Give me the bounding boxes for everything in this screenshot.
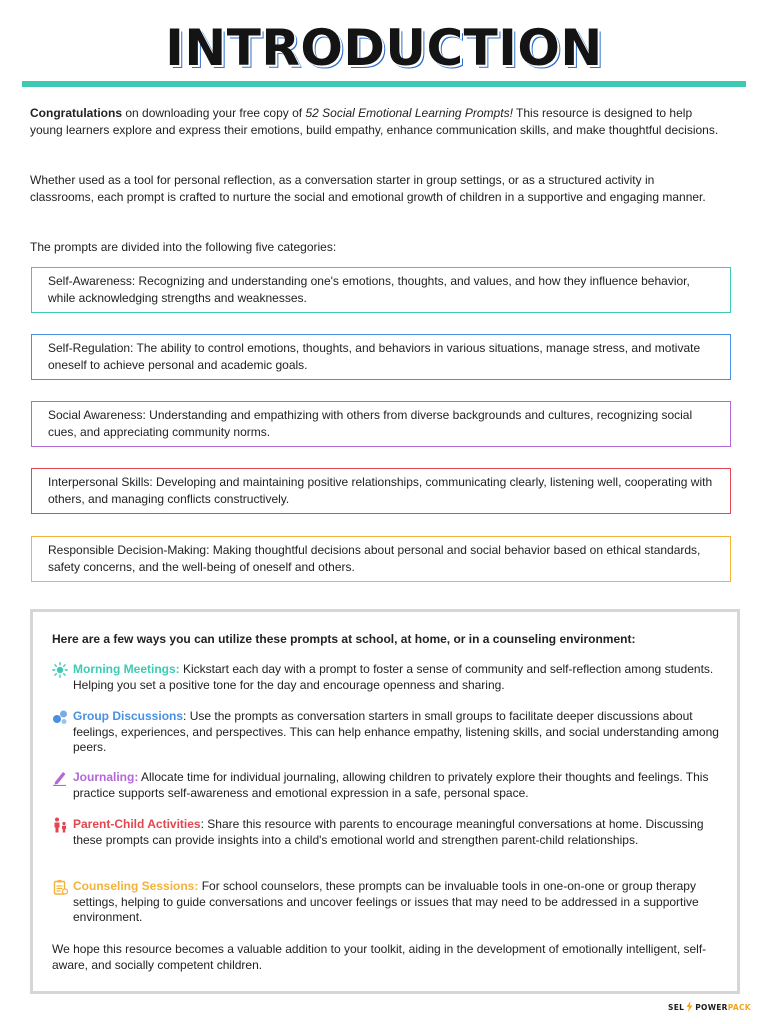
people-icon (52, 709, 68, 725)
brand-logo (668, 1000, 751, 1014)
category-self-regulation: Self-Regulation: The ability to control emotions, thoughts, and behaviors in various situations, manage stress, and motivate oneself to achieve personal and academic goals. (31, 334, 731, 380)
parent-child-icon (52, 817, 68, 833)
intro-paragraph-1: Congratulations on downloading your free copy of 52 Social Emotional Learning Prompts! This resource is designed to help young learners explore and express their emotions, build empathy, enhance communication skills, and make thoughtful decisions. (30, 106, 719, 137)
way-parent-child-activities: Parent-Child Activities: Share this resource with parents to encourage meaningful conversations at home. Discussing these prompts can provide insights into a child's emotional world and strengthen parent-child relationships. (73, 817, 704, 847)
category-self-awareness: Self-Awareness: Recognizing and understanding one's emotions, thoughts, and values, and how they influence behavior, while acknowledging strengths and weaknesses. (31, 267, 731, 313)
closing-paragraph: We hope this resource becomes a valuable addition to your toolkit, aiding in the development of emotionally intelligent, self-aware, and socially competent children. (52, 942, 707, 972)
ways-heading: Here are a few ways you can utilize these prompts at school, at home, or in a counseling environment: (52, 632, 636, 646)
bolt-icon (686, 1001, 693, 1014)
category-interpersonal-skills: Interpersonal Skills: Developing and maintaining positive relationships, communicating clearly, listening well, cooperating with others, and managing conflicts constructively. (31, 468, 731, 514)
brand-text-power: POWER (695, 1002, 728, 1012)
sun-icon (52, 662, 68, 678)
brand-text-pack: PACK (727, 1002, 751, 1012)
clipboard-icon (52, 879, 68, 895)
pen-icon (52, 770, 68, 786)
brand-text-sel: SEL (668, 1002, 685, 1012)
page-title: INTRODUCTION (165, 19, 603, 77)
book-title: 52 Social Emotional Learning Prompts! (305, 106, 513, 120)
way-counseling-sessions: Counseling Sessions: For school counselors, these prompts can be invaluable tools in one-on-one or group therapy settings, helping to guide conversations and uncover feelings or issues that may need to be addressed in a supportive environment. (73, 879, 699, 924)
way-group-discussions: Group Discussions: Use the prompts as conversation starters in small groups to facilitate deeper discussions about feelings, experiences, and perspectives. This can help enhance empathy, listening skills, and social understanding among peers. (73, 709, 719, 754)
intro-paragraph-2: Whether used as a tool for personal reflection, as a conversation starter in group settings, or as a structured activity in classrooms, each prompt is crafted to nurture the social and emotional growth of children in a supportive and engaging manner. (30, 173, 706, 204)
category-social-awareness: Social Awareness: Understanding and empathizing with others from diverse backgrounds and cultures, recognizing social cues, and appreciating community norms. (31, 401, 731, 447)
intro-lead: Congratulations (30, 106, 122, 120)
way-journaling: Journaling: Allocate time for individual journaling, allowing children to privately explore their thoughts and feelings. This practice supports self-awareness and emotional expression in a safe, personal space. (73, 770, 709, 800)
way-morning-meetings: Morning Meetings: Kickstart each day with a prompt to foster a sense of community and self-reflection among students. Helping you set a positive tone for the day and encourage openness and sharing. (73, 662, 714, 692)
title-underline (22, 81, 746, 87)
category-responsible-decision-making: Responsible Decision-Making: Making thoughtful decisions about personal and social behavior based on ethical standards, safety concerns, and the well-being of oneself and others. (31, 536, 731, 582)
intro-paragraph-3: The prompts are divided into the following five categories: (30, 240, 337, 254)
